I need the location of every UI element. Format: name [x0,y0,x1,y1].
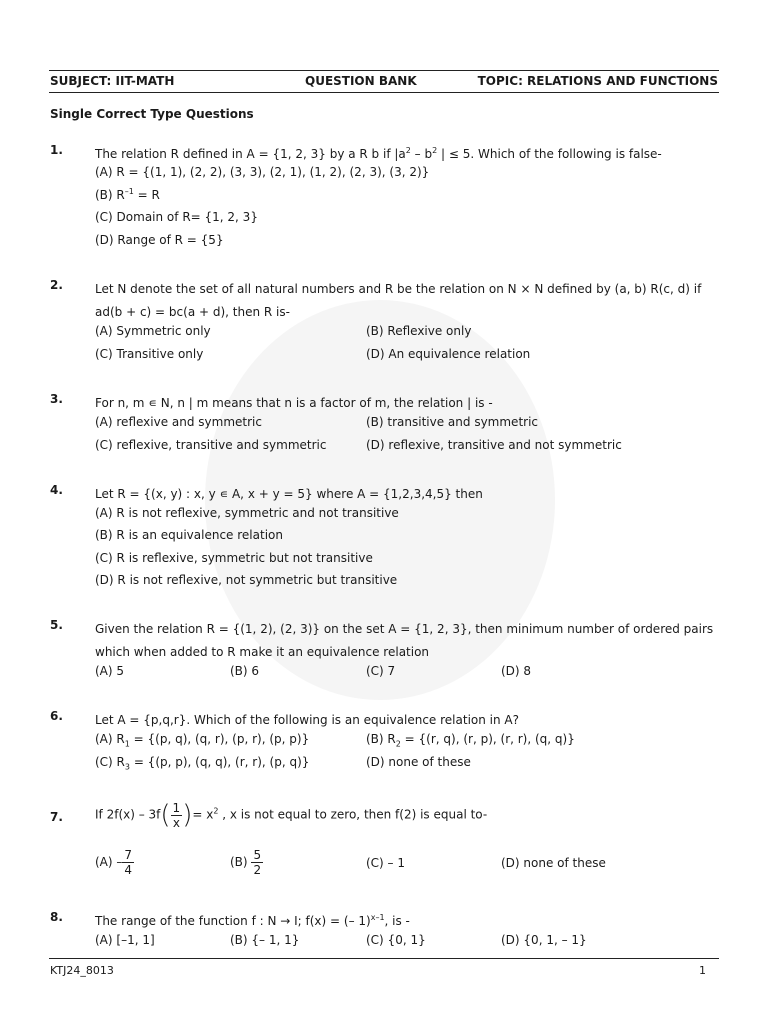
question-text: The relation R defined in A = {1, 2, 3} by a R b if $|a^2 - b^2$ | ≤ 5. Which of the following is false- [95,146,662,161]
option-b: (B) $R^{-1} = R$ [95,187,160,202]
footer-rule [49,958,719,959]
section-title: Single Correct Type Questions [50,107,254,121]
option-d: (D) 8 [501,664,532,678]
question-number: 2. [50,278,63,292]
question-number: 4. [50,483,63,497]
option-d: (D) R is not reflexive, not symmetric but transitive [95,573,398,587]
option-b: (B) transitive and symmetric [366,415,539,429]
option-a: (A) reflexive and symmetric [95,415,262,429]
question-text: Let A = {p,q,r}. Which of the following is an equivalence relation in A? [95,713,519,727]
topic-label: TOPIC: RELATIONS AND FUNCTIONS [477,74,718,88]
header-top-rule [49,70,719,71]
question-number: 7. [50,810,63,824]
option-d: (D) An equivalence relation [366,347,531,361]
document-code: KTJ24_8013 [50,964,114,977]
option-b: (B) R is an equivalence relation [95,528,283,542]
option-c: (C) 7 [366,664,396,678]
option-c: (C) – 1 [366,856,406,870]
question-number: 5. [50,618,63,632]
option-b: (B) 6 [230,664,260,678]
question-text: If 2f(x) – 3f( $\frac{1}{x}$ )= $x^2$ , x is not equal to zero, then f(2) is equal to- [95,800,488,830]
option-a: (A) R is not reflexive, symmetric and not transitive [95,506,399,520]
question-text: Let R = {(x, y) : x, y ∊ A, x + y = 5} where A = {1,2,3,4,5} then [95,487,483,501]
question-bank-label: QUESTION BANK [305,74,417,88]
page-number: 1 [699,964,706,977]
option-a: (A) $R_1 = \{(p$, q), (q, r), (p, r), (p, p)} [95,732,310,749]
option-b: (B) $R_2 = \{(r$, q), (r, p), (r, r), (q, q)} [366,732,575,749]
option-d: (D) none of these [366,755,471,769]
option-a: (A) 5 [95,664,125,678]
option-a: (A) R = {(1, 1), (2, 2), (3, 3), (2, 1), (1, 2), (2, 3), (3, 2)} [95,165,430,179]
subject-label: SUBJECT: IIT-MATH [50,74,175,88]
question-number: 6. [50,709,63,723]
question-text: The range of the function f : N → I; f(x) = (– 1)$^{x-1}$, is - [95,913,410,928]
option-d: (D) Range of R = {5} [95,233,224,247]
option-c: (C) Domain of R= {1, 2, 3} [95,210,258,224]
header-bottom-rule [49,92,719,93]
option-c: (C) reflexive, transitive and symmetric [95,438,327,452]
option-c: (C) $R_3 = \{(p$, p), (q, q), (r, r), (p, q)} [95,755,310,772]
option-a: (A) [–1, 1] [95,933,155,947]
option-d: (D) reflexive, transitive and not symmetric [366,438,622,452]
option-d: (D) none of these [501,856,606,870]
question-number: 1. [50,143,63,157]
option-c: (C) R is reflexive, symmetric but not transitive [95,551,373,565]
question-text: For n, m ∊ N, n | m means that n is a factor of m, the relation | is - [95,396,493,410]
fraction: $\frac{1}{x}$ [172,800,181,830]
option-b: (B) Reflexive only [366,324,472,338]
option-a: (A) Symmetric only [95,324,211,338]
option-d: (D) {0, 1, – 1} [501,933,587,947]
option-b: (B) {– 1, 1} [230,933,300,947]
question-number: 3. [50,392,63,406]
option-a: (A) – $\frac{7}{4}$ [95,848,133,877]
question-text: Given the relation R = {(1, 2), (2, 3)} on the set A = {1, 2, 3}, then minimum number of ordered pairs which when added to R make it an equivalence relation [95,622,714,659]
question-text: Let N denote the set of all natural numbers and R be the relation on N × N defined by (a, b) R(c, d) if ad(b + c) = bc(a + d), then R is- [95,282,702,319]
option-c: (C) Transitive only [95,347,204,361]
question-number: 8. [50,910,63,924]
option-c: (C) {0, 1} [366,933,426,947]
option-b: (B) $\frac{5}{2}$ [230,848,262,877]
